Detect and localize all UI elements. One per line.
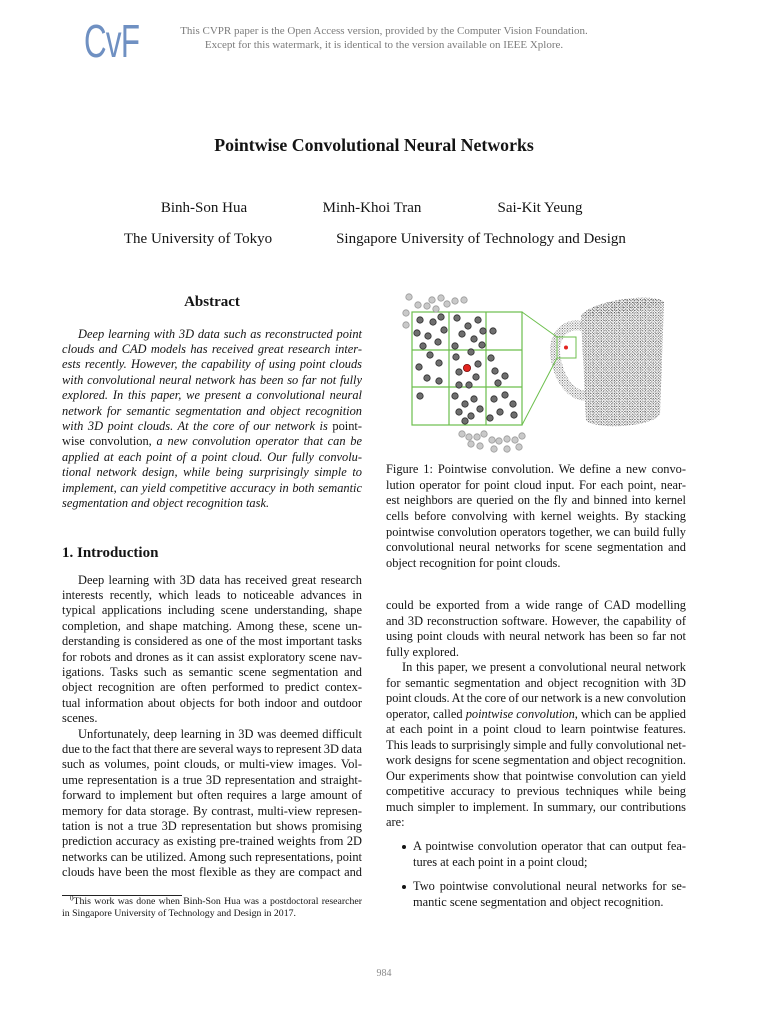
emphasis-run: wise convolution, — [62, 434, 152, 449]
caption-line: convolutional neural networks for scene segmentation and — [386, 540, 686, 555]
outlier-point-dot — [504, 436, 510, 442]
body-line: competitive accuracy to previous techniques while being — [386, 784, 686, 799]
mug-body-density — [581, 298, 664, 427]
introduction-body — [62, 573, 362, 881]
neighbor-point-dot — [492, 368, 498, 374]
neighbor-point-dot — [502, 392, 508, 398]
neighbor-point-dot — [468, 413, 474, 419]
neighbor-point-dot — [452, 343, 458, 349]
introduction-body-continued — [386, 598, 686, 831]
bullet-icon — [402, 845, 407, 850]
footnote-line: in Singapore University of Technology and Design in 2017. — [62, 908, 296, 919]
page-number: 984 — [376, 968, 392, 979]
footnote-text: This work was done when Binh-Son Hua was a postdoctoral researcher — [73, 896, 362, 907]
body-line: tation is not a true 3D representation but shows promising — [62, 819, 362, 833]
outlier-point-dot — [406, 294, 412, 300]
neighbor-point-dot — [473, 374, 479, 380]
footnote-line — [62, 896, 362, 908]
body-line — [386, 707, 686, 723]
outlier-point-dot — [466, 434, 472, 440]
body-line: and 3D reconstruction software. However, the capability of — [386, 613, 686, 628]
neighbor-point-dot — [468, 349, 474, 355]
outlier-point-dot — [438, 295, 444, 301]
bullet-icon — [402, 885, 407, 890]
body-line: memory for data storage. By contrast, multi-view represen- — [62, 803, 362, 818]
outlier-point-dot — [491, 446, 497, 452]
neighbor-point-dot — [417, 317, 423, 323]
neighbor-point-dot — [471, 336, 477, 342]
neighbor-point-dot — [479, 342, 485, 348]
body-line: forward to implement but often requires a large amount of — [62, 788, 362, 803]
abstract-line — [62, 419, 362, 434]
abstract-body — [62, 327, 362, 512]
neighbor-point-dot — [475, 361, 481, 367]
neighbor-point-dot — [459, 331, 465, 337]
body-line: could be exported from a wide range of CAD modelling — [386, 598, 686, 613]
outlier-point-dot — [504, 446, 510, 452]
text-run: a new convolution operator that can be — [151, 434, 362, 449]
zoom-line — [522, 312, 557, 337]
contribution-text — [413, 839, 686, 870]
affiliation: The University of Tokyo — [123, 231, 273, 247]
figure-1-caption — [386, 462, 686, 571]
abstract-line: Deep learning with 3D data such as reconstructed point — [78, 326, 362, 341]
author-name: Minh-Khoi Tran — [322, 200, 422, 216]
zoom-line — [522, 358, 557, 425]
abstract-line: clouds and CAD models has received great research inter- — [62, 341, 362, 356]
body-line: Unfortunately, deep learning in 3D was deemed difficult — [78, 726, 362, 741]
contribution-item — [386, 839, 686, 870]
neighbor-point-dot — [456, 369, 462, 375]
outlier-point-dot — [481, 431, 487, 437]
neighbor-point-dot — [462, 401, 468, 407]
body-line: This leads to surprisingly simple and fully convolutional net- — [386, 737, 686, 752]
contribution-line: mantic scene segmentation and object recognition. — [413, 894, 664, 909]
outlier-point-dot — [415, 302, 421, 308]
outlier-point-dot — [519, 433, 525, 439]
body-line: networks can be utilized. Among such representations, point — [62, 849, 362, 864]
contribution-text — [413, 879, 686, 910]
watermark-line: This CVPR paper is the Open Access version, provided by the Computer Vision Foundation. — [180, 25, 588, 37]
body-line: point clouds. At the core of our network is a new convolution — [386, 691, 686, 706]
body-line: object recognition are often performed to predict contex- — [62, 680, 362, 695]
neighbor-point-dot — [414, 330, 420, 336]
neighbor-point-dot — [487, 415, 493, 421]
caption-line: pointwise convolution operators together, we can build fully — [386, 524, 686, 539]
abstract-line: explored. In this paper, we present a convolutional neural — [62, 388, 362, 403]
outlier-point-dot — [433, 306, 439, 312]
text-run: , which can be applied — [574, 706, 686, 721]
neighbor-point-dot — [436, 378, 442, 384]
neighbor-point-dot — [452, 393, 458, 399]
neighbor-point-dot — [416, 364, 422, 370]
paper-title: Pointwise Convolutional Neural Networks — [214, 135, 534, 155]
body-line: clouds have been the most flexible as they are compact and — [62, 865, 362, 880]
body-line: using point clouds with neural network has been so far not — [386, 629, 686, 644]
neighbor-point-dot — [453, 354, 459, 360]
neighbor-point-dot — [435, 339, 441, 345]
body-line: much simpler to implement. In summary, our contributions — [386, 799, 686, 814]
neighbor-point-dot — [441, 327, 447, 333]
abstract-line: with convolutional neural network has been so far not fully — [62, 372, 362, 387]
outlier-point-dot — [444, 301, 450, 307]
body-line: such as volumes, point clouds, or multi-view images. Vol- — [62, 757, 362, 772]
cvf-logo: CvF — [84, 15, 140, 67]
body-line: fully explored. — [386, 644, 459, 659]
outlier-point-dot — [459, 431, 465, 437]
abstract-line — [62, 434, 362, 449]
outlier-point-dot — [474, 434, 480, 440]
body-line: derstanding is considered as one of the most important tasks — [62, 634, 362, 649]
body-line: ume representation is a true 3D representation and straight- — [62, 772, 362, 787]
text-run: operator, called — [386, 706, 466, 721]
abstract-heading: Abstract — [184, 294, 240, 310]
outlier-point-dot — [512, 437, 518, 443]
caption-line: Figure 1: Pointwise convolution. We define a new convo- — [386, 462, 686, 477]
abstract-line: implement, can yield competitive accuracy in both semantic — [62, 480, 362, 495]
neighbor-point-dot — [497, 409, 503, 415]
figure-1 — [386, 282, 686, 458]
body-line: igations. Tasks such as semantic scene segmentation and — [62, 664, 362, 679]
body-line: prediction accuracy as existing pre-trained weights from 2D — [62, 834, 362, 849]
footnote-mark: 0 — [70, 894, 74, 903]
body-line: for robots and drones as it can assist exploratory scene nav- — [62, 649, 362, 664]
contribution-line: Two pointwise convolutional neural networks for se- — [413, 879, 686, 894]
author-name: Sai-Kit Yeung — [497, 200, 583, 216]
neighbor-point-dot — [477, 406, 483, 412]
outlier-point-dot — [403, 310, 409, 316]
section-heading-introduction: 1. Introduction — [62, 545, 159, 561]
body-line: interests recently, which leads to noticeable advances in — [62, 587, 362, 602]
body-line: due to the fact that there are several ways to represent 3D data — [62, 741, 362, 756]
abstract-line: ests recently. However, the capability of using point clouds — [62, 357, 362, 372]
neighbor-point-dot — [502, 373, 508, 379]
body-line: for semantic segmentation and object recognition with 3D — [386, 675, 686, 690]
contribution-line: tures at each point in a point cloud; — [413, 854, 588, 869]
body-line: completion, and shape matching. Among these, scene un- — [62, 618, 362, 633]
outlier-point-dot — [452, 298, 458, 304]
body-line: scenes. — [62, 711, 98, 726]
neighbor-point-dot — [471, 396, 477, 402]
neighbor-point-dot — [417, 393, 423, 399]
outlier-point-dot — [477, 443, 483, 449]
neighbor-point-dot — [438, 314, 444, 320]
neighbor-point-dot — [480, 328, 486, 334]
abstract-line: applied at each point of a point cloud. Our fully convolu- — [62, 449, 362, 464]
contribution-line: A pointwise convolution operator that can output fea- — [413, 839, 686, 854]
outlier-point-dot — [461, 297, 467, 303]
caption-line: object recognition for point clouds. — [386, 555, 561, 570]
neighbor-point-dot — [475, 317, 481, 323]
zoom-query-point — [564, 346, 568, 350]
neighbor-point-dot — [420, 343, 426, 349]
outlier-point-dot — [403, 322, 409, 328]
abstract-line: segmentation and object recognition task. — [62, 495, 270, 510]
affiliation: Singapore University of Technology and Design — [336, 231, 626, 247]
body-line: at each point in a point cloud to learn pointwise features. — [386, 722, 686, 737]
neighbor-point-dot — [456, 409, 462, 415]
neighbor-point-dot — [436, 360, 442, 366]
outlier-point-dot — [468, 441, 474, 447]
query-point-dot — [463, 364, 470, 371]
body-line: work designs for scene segmentation and object recognition. — [386, 753, 686, 768]
body-line: tual information about objects for both indoor and outdoor — [62, 695, 362, 710]
abstract-line: network for semantic segmentation and object recognition — [62, 403, 362, 418]
neighbor-point-dot — [511, 412, 517, 418]
neighbor-point-dot — [510, 401, 516, 407]
outlier-point-dot — [429, 297, 435, 303]
neighbor-point-dot — [465, 323, 471, 329]
neighbor-point-dot — [491, 396, 497, 402]
outlier-point-dot — [516, 444, 522, 450]
contribution-item — [386, 879, 686, 910]
body-line: In this paper, we present a convolutional neural network — [402, 660, 686, 675]
abstract-line: tional network design, while being surprisingly simple to — [62, 465, 362, 480]
emphasis-run: pointwise convolution — [465, 706, 575, 721]
neighbor-point-dot — [427, 352, 433, 358]
caption-line: lution operator for point cloud input. For each point, near- — [386, 477, 686, 492]
neighbor-point-dot — [424, 375, 430, 381]
neighbor-point-dot — [462, 418, 468, 424]
text-run: with 3D point clouds. At the core of our network is — [62, 418, 333, 433]
author-name: Binh-Son Hua — [160, 200, 248, 216]
neighbor-point-dot — [466, 382, 472, 388]
neighbor-point-dot — [430, 319, 436, 325]
body-line: are: — [386, 815, 405, 830]
outlier-point-dot — [496, 438, 502, 444]
mug-handle — [555, 325, 585, 396]
neighbor-point-dot — [454, 315, 460, 321]
emphasis-run: point- — [332, 418, 362, 433]
neighbor-point-dot — [456, 382, 462, 388]
caption-line: est neighbors are queried on the fly and binned into kernel — [386, 493, 686, 508]
neighbor-point-dot — [495, 380, 501, 386]
body-line: typical applications including scene understanding, shape — [62, 603, 362, 618]
outlier-point-dot — [424, 303, 430, 309]
neighbor-point-dot — [425, 333, 431, 339]
point-cloud-samples — [403, 294, 525, 452]
footnote — [62, 896, 362, 920]
outlier-point-dot — [489, 437, 495, 443]
caption-line: cells before convolving with kernel weights. By stacking — [386, 509, 686, 524]
mug-point-cloud — [555, 298, 664, 427]
body-line: Our experiments show that pointwise convolution can yield — [386, 768, 686, 783]
open-access-watermark — [0, 24, 768, 52]
body-line: Deep learning with 3D data has received great research — [78, 572, 362, 587]
watermark-line: Except for this watermark, it is identical to the version available on IEEE Xplore. — [204, 39, 564, 51]
neighbor-point-dot — [490, 328, 496, 334]
neighbor-point-dot — [488, 355, 494, 361]
